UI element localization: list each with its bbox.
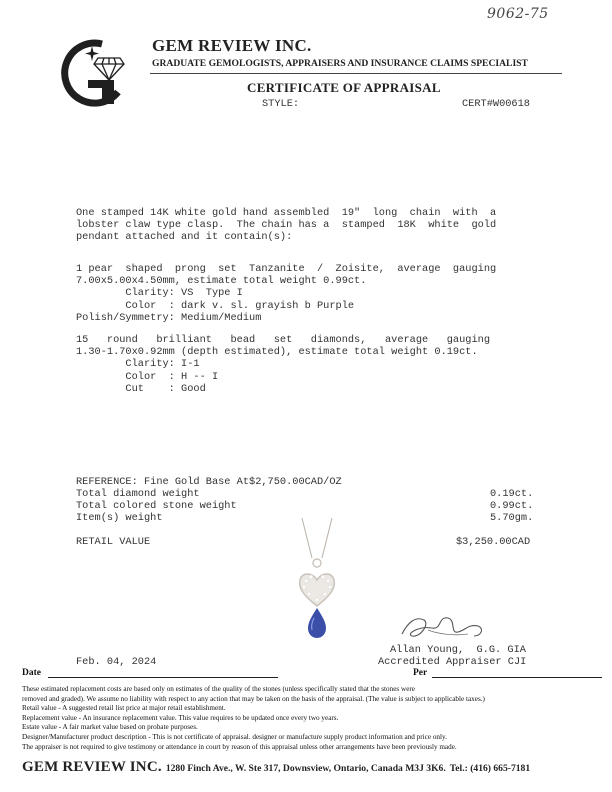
appraiser-title: Accredited Appraiser CJI (378, 656, 527, 668)
stone1-line: 1 pear shaped prong set Tanzanite / Zoisite, average gauging (76, 263, 497, 275)
company-subtitle: GRADUATE GEMOLOGISTS, APPRAISERS AND INSURANCE CLAIMS SPECIALIST (152, 58, 528, 69)
disclaimer-line: Designer/Manufacturer product description - This is not certificate of appraisal. designer or manufacture supply product information and price only. (22, 732, 447, 741)
retail-value-label: RETAIL VALUE (76, 536, 151, 548)
intro-line: One stamped 14K white gold hand assembled 19" long chain with a (76, 207, 497, 219)
disclaimer-line: Estate value - A fair market value based on probate purposes. (22, 723, 198, 732)
appraisal-date: Feb. 04, 2024 (76, 656, 157, 668)
disclaimer-line: These estimated replacement costs are based only on estimates of the quality of the stones (unless specifically stated that the stones were (22, 685, 415, 693)
gem-logo-icon (58, 36, 132, 108)
summary-label: Total colored stone weight (76, 500, 237, 512)
stone2-line: Clarity: I-1 (76, 358, 200, 371)
summary-label: Item(s) weight (76, 512, 163, 524)
disclaimer-line: The appraiser is not required to give testimony or attendance in court by reason of this appraisal unless other arrangements have been previously made. (22, 742, 457, 751)
stone1-line: Polish/Symmetry: Medium/Medium (76, 311, 262, 324)
appraiser-signature (398, 608, 488, 644)
cert-number: CERT#W00618 (462, 98, 530, 110)
summary-value: 0.99ct. (490, 500, 534, 512)
handwritten-reference-number: 9062-75 (487, 6, 549, 22)
company-name: GEM REVIEW INC. (152, 36, 312, 55)
stone2-line: 15 round brilliant bead set diamonds, average gauging (76, 334, 491, 346)
signature-icon (398, 608, 488, 644)
stone2-line: Cut : Good (76, 382, 206, 395)
intro-line: pendant attached and it contain(s): (76, 231, 293, 244)
footer-address-block (22, 758, 530, 776)
appraiser-name: Allan Young, G.G. GIA (390, 644, 526, 656)
pendant-photo (292, 518, 342, 644)
disclaimer-line: removed and graded). We assume no liability with respect to any action that may be taken on the basis of the appraisal. (The value is subject to applicable taxes.) (22, 694, 485, 703)
stone2-description (76, 334, 490, 395)
disclaimer-line: Retail value - A suggested retail list price at major retail establishment. (22, 704, 226, 713)
header-divider (150, 73, 562, 74)
intro-line: lobster claw type clasp. The chain has a stamped 18K white gold (76, 219, 497, 232)
disclaimer (22, 685, 485, 752)
item-description (76, 207, 496, 244)
summary-value: 5.70gm. (490, 512, 534, 524)
footer-address: 1280 Finch Ave., W. Ste 317, Downsview, Ontario, Canada M3J 3K6. (165, 763, 446, 774)
footer-telephone: Tel.: (416) 665-7181 (449, 763, 531, 774)
date-line (48, 677, 278, 678)
stone2-line: Color : H -- I (76, 370, 219, 383)
stone1-line: Color : dark v. sl. grayish b Purple (76, 299, 355, 312)
summary-value: 0.19ct. (490, 488, 534, 500)
disclaimer-line: Replacement value - An insurance replacement value. This value requires to be updated once every two years. (22, 713, 339, 722)
per-label: Per (413, 668, 428, 678)
pendant-image-icon (292, 518, 342, 644)
style-label: STYLE: (262, 98, 300, 110)
stone2-line: 1.30-1.70x0.92mm (depth estimated), estimate total weight 0.19ct. (76, 346, 478, 359)
date-label: Date (22, 668, 41, 678)
stone1-line: Clarity: VS Type I (76, 287, 243, 300)
stone1-description (76, 263, 496, 324)
footer-company-name: GEM REVIEW INC. (22, 759, 162, 775)
company-logo (58, 36, 132, 108)
certificate-title: CERTIFICATE OF APPRAISAL (247, 80, 441, 95)
stone1-line: 7.00x5.00x4.50mm, estimate total weight 0.99ct. (76, 275, 367, 288)
per-line (432, 677, 602, 678)
summary-label: Total diamond weight (76, 488, 200, 500)
reference-line: REFERENCE: Fine Gold Base At$2,750.00CAD/OZ (76, 476, 342, 488)
retail-value: $3,250.00CAD (456, 536, 531, 548)
